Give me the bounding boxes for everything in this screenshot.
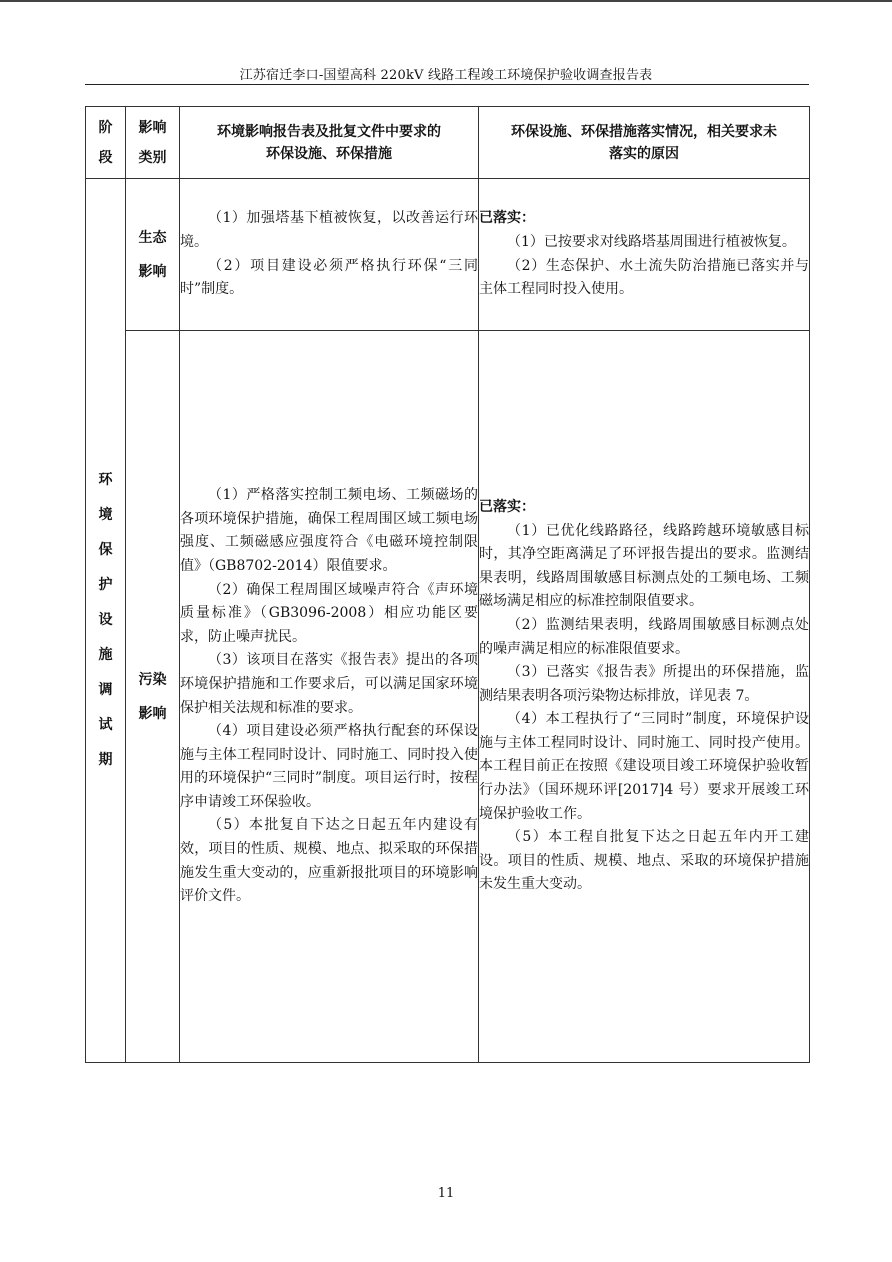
impact-type-ecological: 生态 影响 bbox=[126, 179, 180, 331]
implementation-ecological: 已落实： （1）已按要求对线路塔基周围进行植被恢复。 （2）生态保护、水土流失防治措施已落实并与主体工程同时投入使用。 bbox=[479, 179, 810, 331]
header-rule bbox=[85, 84, 809, 85]
requirements-ecological: （1）加强塔基下植被恢复，以改善运行环境。 （2）项目建设必须严格执行环保“三同时”制度。 bbox=[180, 179, 479, 331]
implementation-pollution: 已落实： （1）已优化线路路径，线路跨越环境敏感目标时，其净空距离满足了环评报告提出的要求。监测结果表明，线路周围敏感目标测点处的工频电场、工频磁场满足相应的标准控制限值要求。 （2）监测结果表明，线路周围敏感目标测点处的噪声满足相应的标准限值要求。 （3）已落实《报告表》所提出的环保措施，监测结果表明各项污染物达标排放，详见表 7。 （4）本工程执行了“三同时”制度，环境保护设施与主体工程同时设计、同时施工、同时投产使用。本工程目前正在按照《建设项目竣工环境保护验收暂行办法》（国环规环评[2017]4 号）要求开展竣工环境保护验收工作。 （5）本工程自批复下达之日起五年内开工建设。项目的性质、规模、地点、采取的环境保护措施未发生重大变动。 bbox=[479, 331, 810, 1063]
stage-cell: 环 境 保 护 设 施 调 试 期 bbox=[86, 179, 126, 1063]
table-header-row bbox=[86, 107, 810, 179]
table-row bbox=[86, 179, 810, 331]
requirements-pollution: （1）严格落实控制工频电场、工频磁场的各项环境保护措施，确保工程周围区域工频电场强度、工频磁感应强度符合《电磁环境控制限值》（GB8702-2014）限值要求。 （2）确保工程周围区域噪声符合《声环境质量标准》（GB3096-2008）相应功能区要求，防止噪声扰民。 （3）该项目在落实《报告表》提出的各项环境保护措施和工作要求后，可以满足国家环境保护相关法规和标准的要求。 （4）项目建设必须严格执行配套的环保设施与主体工程同时设计、同时施工、同时投入使用的环境保护“三同时”制度。项目运行时，按程序申请竣工环保验收。 （5）本批复自下达之日起五年内建设有效，项目的性质、规模、地点、拟采取的环保措施发生重大变动的，应重新报批项目的环境影响评价文件。 bbox=[180, 331, 479, 1063]
column-header-stage: 阶 段 bbox=[86, 107, 126, 179]
top-border-line bbox=[0, 0, 892, 2]
column-header-impact-type: 影响 类别 bbox=[126, 107, 180, 179]
status-label: 已落实： bbox=[479, 210, 535, 227]
document-header-title: 江苏宿迁李口-国望高科 220kV 线路工程竣工环境保护验收调查报告表 bbox=[239, 68, 653, 83]
environmental-measures-table bbox=[85, 106, 810, 1063]
page-number: 11 bbox=[437, 1186, 455, 1201]
column-header-requirements: 环境影响报告表及批复文件中要求的 环保设施、环保措施 bbox=[180, 107, 479, 179]
status-label: 已落实： bbox=[479, 498, 535, 515]
column-header-implementation: 环保设施、环保措施落实情况，相关要求未 落实的原因 bbox=[479, 107, 810, 179]
table-row bbox=[86, 331, 810, 1063]
impact-type-pollution: 污染 影响 bbox=[126, 331, 180, 1063]
